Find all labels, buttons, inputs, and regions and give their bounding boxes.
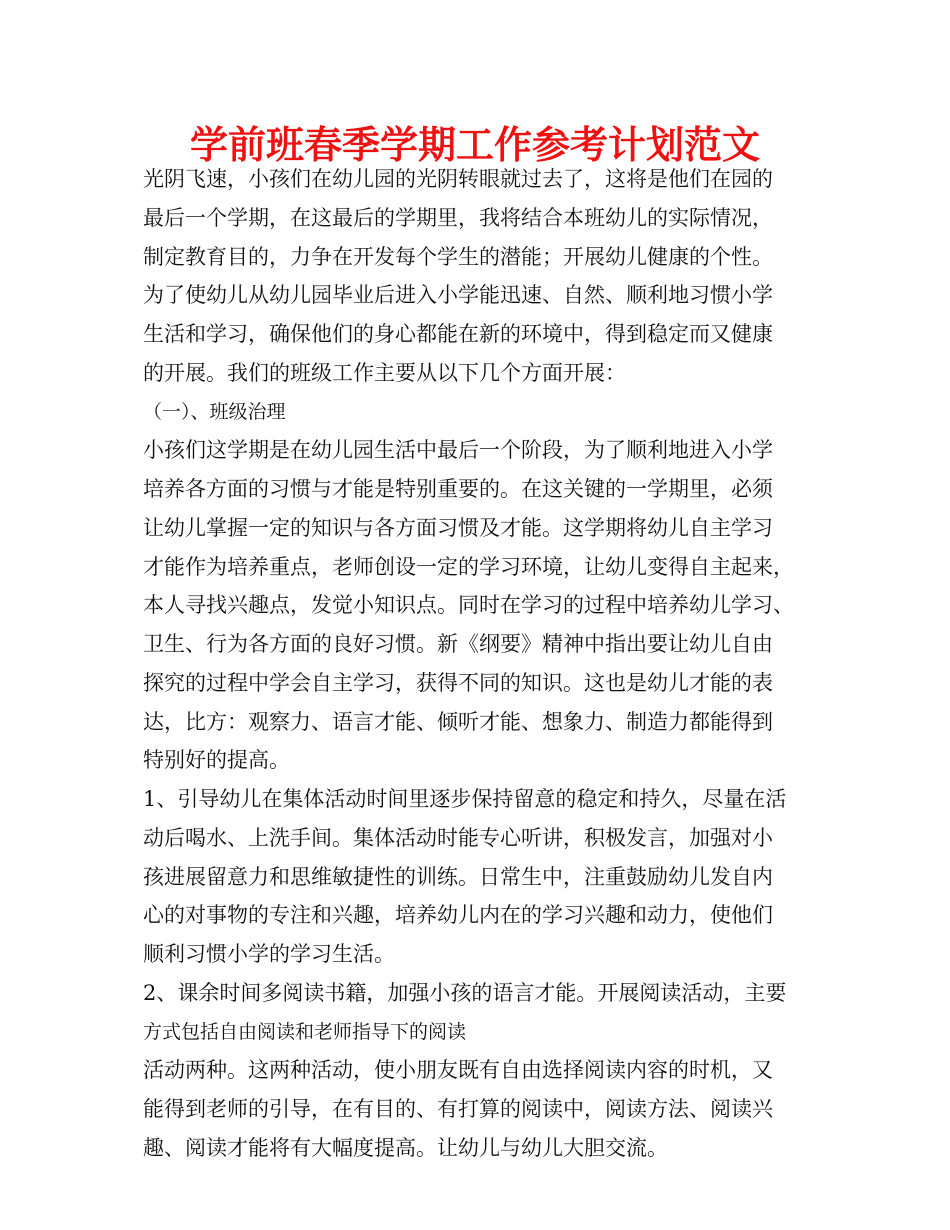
text-line: 最后一个学期，在这最后的学期里，我将结合本班幼儿的实际情况， xyxy=(143,205,773,230)
text-line: 顺利习惯小学的学习生活。 xyxy=(143,942,395,966)
text-line: 生活和学习，确保他们的身心都能在新的环境中，得到稳定而又健康 xyxy=(143,322,773,346)
text-line: 为了使幼儿从幼儿园毕业后进入小学能迅速、自然、顺利地习惯小学 xyxy=(143,283,773,308)
document-body xyxy=(143,160,823,1168)
text-line: 培养各方面的习惯与才能是特别重要的。在这关键的一学期里，必须 xyxy=(143,477,773,501)
text-line: 光阴飞速，小孩们在幼儿园的光阴转眼就过去了，这将是他们在园的 xyxy=(143,167,773,191)
text-line: 1、引导幼儿在集体活动时间里逐步保持留意的稳定和持久，尽量在活 xyxy=(143,787,787,811)
text-line: 动后喝水、上洗手间。集体活动时能专心听讲，积极发言，加强对小 xyxy=(143,825,773,850)
text-line: 能得到老师的引导，在有目的、有打算的阅读中，阅读方法、阅读兴 xyxy=(143,1097,773,1121)
text-line: 本人寻找兴趣点，发觉小知识点。同时在学习的过程中培养幼儿学习、 xyxy=(143,593,794,618)
text-line: 达，比方：观察力、语言才能、倾听才能、想象力、制造力都能得到 xyxy=(143,709,773,734)
document-title: 学前班春季学期工作参考计划范文 xyxy=(189,123,760,167)
text-line: 2、课余时间多阅读书籍，加强小孩的语言才能。开展阅读活动，主要 xyxy=(143,980,787,1005)
text-line: 活动两种。这两种活动，使小朋友既有自由选择阅读内容的时机，又 xyxy=(143,1058,773,1083)
text-line: 的开展。我们的班级工作主要从以下几个方面开展： xyxy=(143,360,626,385)
text-line: 才能作为培养重点，老师创设一定的学习环境，让幼儿变得自主起来， xyxy=(143,554,794,579)
text-line: 心的对事物的专注和兴趣，培养幼儿内在的学习兴趣和动力，使他们 xyxy=(143,903,773,928)
text-line: 探究的过程中学会自主学习，获得不同的知识。这也是幼儿才能的表 xyxy=(143,670,773,695)
text-line: 孩进展留意力和思维敏捷性的训练。日常生中，注重鼓励幼儿发自内 xyxy=(143,864,773,889)
text-line: 趣、阅读才能将有大幅度提高。让幼儿与幼儿大胆交流。 xyxy=(143,1135,668,1160)
text-line: 小孩们这学期是在幼儿园生活中最后一个阶段，为了顺利地进入小学 xyxy=(143,438,773,463)
text-line: 卫生、行为各方面的良好习惯。新《纲要》精神中指出要让幼儿自由 xyxy=(143,632,773,656)
section-heading: （一）、班级治理 xyxy=(143,400,286,423)
text-line: 让幼儿掌握一定的知识与各方面习惯及才能。这学期将幼儿自主学习 xyxy=(143,515,773,540)
text-line: 方式包括自由阅读和老师指导下的阅读 xyxy=(143,1020,467,1043)
text-line: 特别好的提高。 xyxy=(143,748,290,773)
text-line: 制定教育目的，力争在开发每个学生的潜能；开展幼儿健康的个性。 xyxy=(143,244,773,269)
